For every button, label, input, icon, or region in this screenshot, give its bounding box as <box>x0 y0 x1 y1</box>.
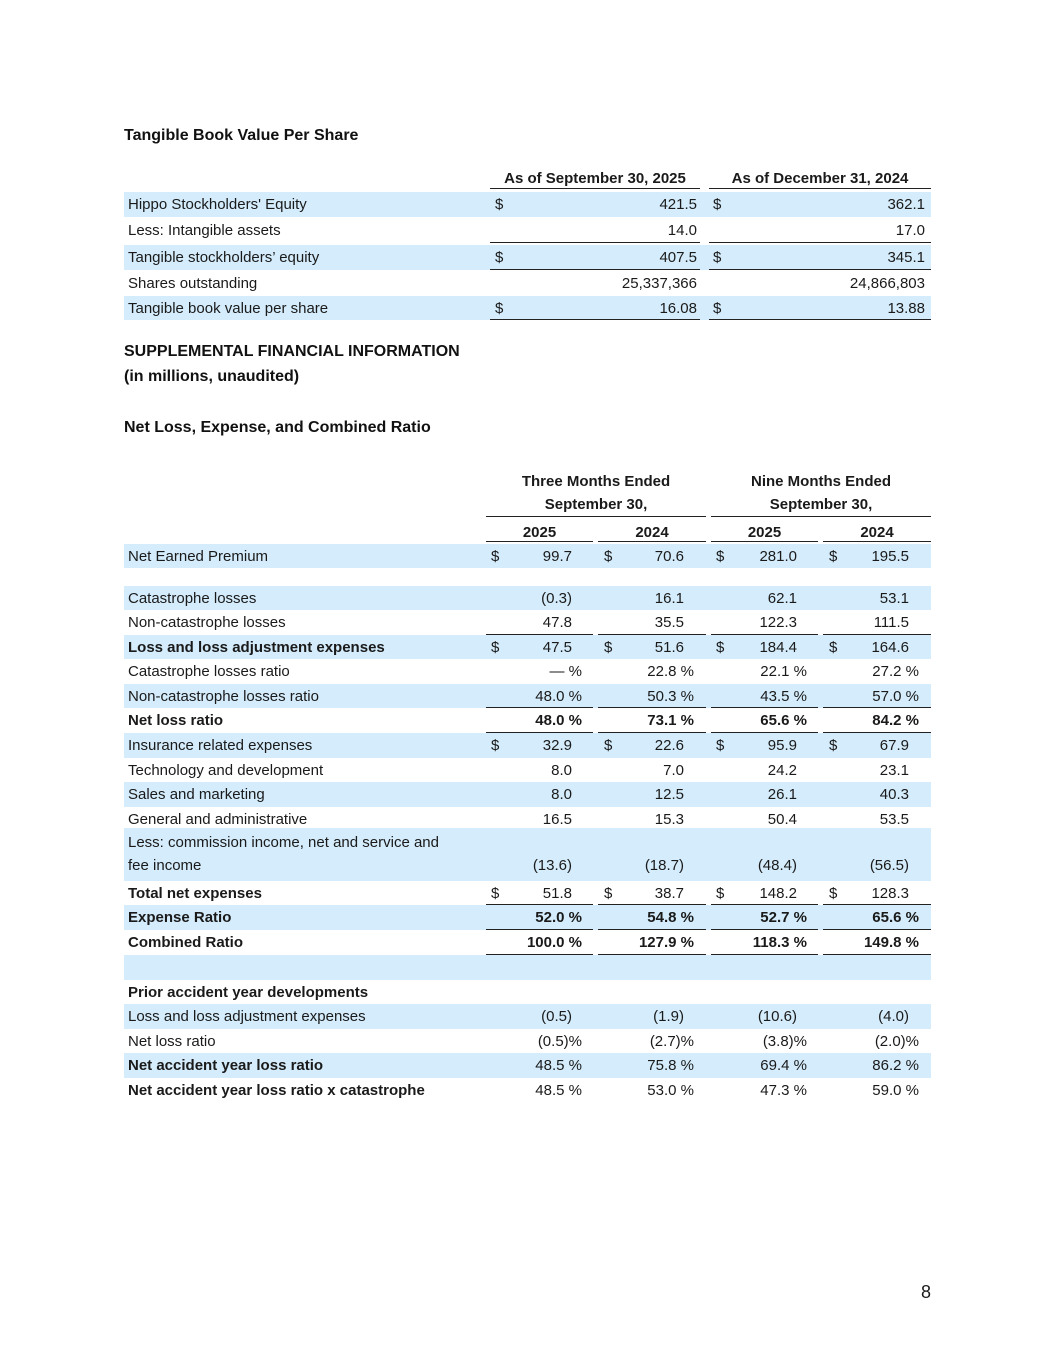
row-label: Hippo Stockholders' Equity <box>128 196 307 213</box>
ratio-row <box>124 955 931 980</box>
row-label: Net Earned Premium <box>128 548 269 565</box>
currency-symbol: $ <box>604 885 613 902</box>
currency-symbol: $ <box>713 249 722 266</box>
row-label: Sales and marketing <box>128 786 265 803</box>
ratio-value: 69.4 % <box>760 1057 807 1074</box>
ratio-value: 22.6 <box>654 737 684 754</box>
currency-symbol: $ <box>491 639 500 656</box>
ratio-value: 67.9 <box>879 737 909 754</box>
ratio-value: 184.4 <box>759 639 797 656</box>
ratio-value: (10.6) <box>757 1008 797 1025</box>
currency-symbol: $ <box>829 548 838 565</box>
ratio-value: 15.3 <box>654 811 684 828</box>
tbv-row <box>124 296 931 320</box>
row-label: Net accident year loss ratio <box>128 1057 324 1074</box>
ratio-row <box>124 828 931 881</box>
ratio-value: (0.3) <box>541 590 572 607</box>
currency-symbol: $ <box>716 548 725 565</box>
ratio-value: 95.9 <box>767 737 797 754</box>
ratio-value: 26.1 <box>767 786 797 803</box>
ratio-value: (56.5) <box>869 857 909 874</box>
ratio-value: (2.7)% <box>649 1033 694 1050</box>
row-label: Catastrophe losses ratio <box>128 663 290 680</box>
ratio-row <box>124 569 931 586</box>
ratio-row <box>124 881 931 905</box>
ratio-value: (4.0) <box>878 1008 909 1025</box>
ratio-value: 48.5 % <box>535 1082 582 1099</box>
ratio-value: 111.5 <box>873 614 909 631</box>
row-label: Catastrophe losses <box>128 590 257 607</box>
ratio-value: 48.0 % <box>535 712 582 729</box>
ratio-row <box>124 1078 931 1102</box>
ratio-value: 27.2 % <box>872 663 919 680</box>
ratio-row <box>124 684 931 708</box>
ratio-value: 12.5 <box>654 786 684 803</box>
currency-symbol: $ <box>713 196 722 213</box>
ratio-value: 7.0 <box>663 762 684 779</box>
ratio-value: 127.9 % <box>638 934 694 951</box>
ratio-value: 281.0 <box>759 548 797 565</box>
page-number: 8 <box>920 1282 931 1302</box>
value-dec-2024: 24,866,803 <box>849 275 925 292</box>
ratio-value: 62.1 <box>767 590 797 607</box>
ratio-value: 73.1 % <box>647 712 694 729</box>
ratio-value: 86.2 % <box>872 1057 919 1074</box>
ratio-row <box>124 930 931 955</box>
ratio-value: 53.5 <box>879 811 909 828</box>
currency-symbol: $ <box>495 196 504 213</box>
currency-symbol: $ <box>716 885 725 902</box>
ratio-value: 52.7 % <box>760 909 807 926</box>
row-label: Prior accident year developments <box>128 984 369 1001</box>
row-label: Loss and loss adjustment expenses <box>128 639 385 656</box>
ratio-value: (48.4) <box>757 857 797 874</box>
currency-symbol: $ <box>491 885 500 902</box>
ratio-value: 40.3 <box>879 786 909 803</box>
ratio-value: 65.6 % <box>760 712 807 729</box>
three-months-header-date: September 30, <box>544 496 648 513</box>
ratio-value: 22.1 % <box>760 663 807 680</box>
value-dec-2024: 17.0 <box>895 222 925 239</box>
row-label: Technology and development <box>128 762 324 779</box>
ratio-row <box>124 782 931 807</box>
ratio-value: 100.0 % <box>526 934 582 951</box>
row-label: Tangible stockholders’ equity <box>128 249 320 266</box>
nine-months-header: Nine Months Ended <box>751 473 891 490</box>
ratio-value: 59.0 % <box>872 1082 919 1099</box>
ratio-row <box>124 586 931 610</box>
year-header: 2024 <box>635 524 669 541</box>
currency-symbol: $ <box>491 737 500 754</box>
supp-subtitle: (in millions, unaudited) <box>124 368 300 385</box>
tbv-row <box>124 245 931 270</box>
ratio-value: (0.5)% <box>537 1033 582 1050</box>
ratio-row <box>124 807 931 828</box>
tbv-title: Tangible Book Value Per Share <box>124 127 359 144</box>
row-label: Tangible book value per share <box>128 300 329 317</box>
row-label: Shares outstanding <box>128 275 258 292</box>
ratio-row <box>124 758 931 782</box>
year-header: 2024 <box>860 524 894 541</box>
ratio-value: 99.7 <box>542 548 572 565</box>
year-header: 2025 <box>522 524 557 541</box>
currency-symbol: $ <box>495 300 504 317</box>
ratio-value: 51.8 <box>542 885 572 902</box>
nine-months-header-date: September 30, <box>769 496 873 513</box>
ratio-row <box>124 1004 931 1029</box>
ratio-value: 23.1 <box>879 762 909 779</box>
supp-title: SUPPLEMENTAL FINANCIAL INFORMATION <box>124 343 460 360</box>
row-label: Net loss ratio <box>128 1033 216 1050</box>
ratio-value: 38.7 <box>654 885 684 902</box>
ratio-row <box>124 1029 931 1053</box>
ratio-value: 48.5 % <box>535 1057 582 1074</box>
ratio-value: 50.4 <box>767 811 797 828</box>
ratio-value: (18.7) <box>644 857 684 874</box>
ratio-value: (13.6) <box>532 857 572 874</box>
ratio-value: — % <box>549 663 582 680</box>
row-label: Non-catastrophe losses <box>128 614 286 631</box>
currency-symbol: $ <box>713 300 722 317</box>
ratio-value: 48.0 % <box>535 688 582 705</box>
ratio-value: 8.0 <box>551 762 572 779</box>
ratio-row <box>124 544 931 568</box>
ratio-row <box>124 659 931 684</box>
ratio-row <box>124 708 931 733</box>
ratio-value: (2.0)% <box>874 1033 919 1050</box>
year-header: 2025 <box>747 524 782 541</box>
three-months-header: Three Months Ended <box>521 473 671 490</box>
ratio-value: 24.2 <box>767 762 797 779</box>
currency-symbol: $ <box>604 737 613 754</box>
row-label: Loss and loss adjustment expenses <box>128 1008 366 1025</box>
currency-symbol: $ <box>491 548 500 565</box>
ratio-value: 118.3 % <box>752 934 807 951</box>
row-label: fee income <box>128 857 202 874</box>
tbv-row <box>124 192 931 217</box>
row-label: Net accident year loss ratio x catastrophe <box>128 1082 425 1099</box>
row-label: Combined Ratio <box>128 934 243 951</box>
value-sep-2025: 14.0 <box>667 222 697 239</box>
ratio-row <box>124 905 931 930</box>
value-dec-2024: 345.1 <box>887 249 925 266</box>
ratio-value: (1.9) <box>653 1008 684 1025</box>
value-sep-2025: 25,337,366 <box>621 275 697 292</box>
tbv-row <box>124 218 931 243</box>
ratio-value: 70.6 <box>654 548 684 565</box>
currency-symbol: $ <box>829 639 838 656</box>
ratio-value: 84.2 % <box>872 712 919 729</box>
ratio-value: 122.3 <box>759 614 797 631</box>
row-label: Insurance related expenses <box>128 737 313 754</box>
ratio-value: 52.0 % <box>535 909 582 926</box>
currency-symbol: $ <box>604 639 613 656</box>
row-label: Expense Ratio <box>128 909 232 926</box>
ratio-value: 65.6 % <box>872 909 919 926</box>
ratio-value: 22.8 % <box>647 663 694 680</box>
value-dec-2024: 362.1 <box>887 196 925 213</box>
ratio-value: 75.8 % <box>647 1057 694 1074</box>
ratio-value: 16.5 <box>542 811 572 828</box>
ratio-value: 32.9 <box>542 737 572 754</box>
ratio-value: 47.8 <box>542 614 572 631</box>
ratio-value: 195.5 <box>871 548 909 565</box>
tbv-col-header-2025: As of September 30, 2025 <box>504 170 686 187</box>
ratio-value: 149.8 % <box>863 934 919 951</box>
section-title: Net Loss, Expense, and Combined Ratio <box>124 419 431 436</box>
ratio-value: 35.5 <box>654 614 684 631</box>
value-sep-2025: 16.08 <box>659 300 697 317</box>
currency-symbol: $ <box>829 885 838 902</box>
ratio-value: 47.5 <box>542 639 572 656</box>
ratio-value: (3.8)% <box>762 1033 807 1050</box>
ratio-value: 57.0 % <box>872 688 919 705</box>
currency-symbol: $ <box>716 737 725 754</box>
tbv-col-header-2024: As of December 31, 2024 <box>731 170 909 187</box>
ratio-value: 53.1 <box>879 590 909 607</box>
ratio-value: (0.5) <box>541 1008 572 1025</box>
row-label: Total net expenses <box>128 885 262 902</box>
ratio-value: 164.6 <box>871 639 909 656</box>
ratio-value: 54.8 % <box>647 909 694 926</box>
ratio-value: 51.6 <box>654 639 684 656</box>
ratio-value: 53.0 % <box>647 1082 694 1099</box>
currency-symbol: $ <box>495 249 504 266</box>
value-sep-2025: 421.5 <box>659 196 697 213</box>
currency-symbol: $ <box>829 737 838 754</box>
tbv-row <box>124 271 931 295</box>
row-label: Less: Intangible assets <box>128 222 281 239</box>
ratio-row <box>124 1053 931 1078</box>
ratio-value: 128.3 <box>871 885 909 902</box>
ratio-value: 8.0 <box>551 786 572 803</box>
row-label: Less: commission income, net and service and <box>128 834 439 851</box>
row-label: Net loss ratio <box>128 712 224 729</box>
ratio-value: 148.2 <box>759 885 797 902</box>
ratio-value: 43.5 % <box>760 688 807 705</box>
ratio-row <box>124 610 931 635</box>
value-sep-2025: 407.5 <box>659 249 697 266</box>
currency-symbol: $ <box>604 548 613 565</box>
ratio-value: 47.3 % <box>760 1082 807 1099</box>
ratio-row <box>124 980 931 1004</box>
row-label: General and administrative <box>128 811 308 828</box>
currency-symbol: $ <box>716 639 725 656</box>
value-dec-2024: 13.88 <box>887 300 925 317</box>
ratio-value: 16.1 <box>654 590 684 607</box>
row-label: Non-catastrophe losses ratio <box>128 688 319 705</box>
ratio-value: 50.3 % <box>647 688 694 705</box>
ratio-row <box>124 635 931 659</box>
ratio-row <box>124 733 931 758</box>
